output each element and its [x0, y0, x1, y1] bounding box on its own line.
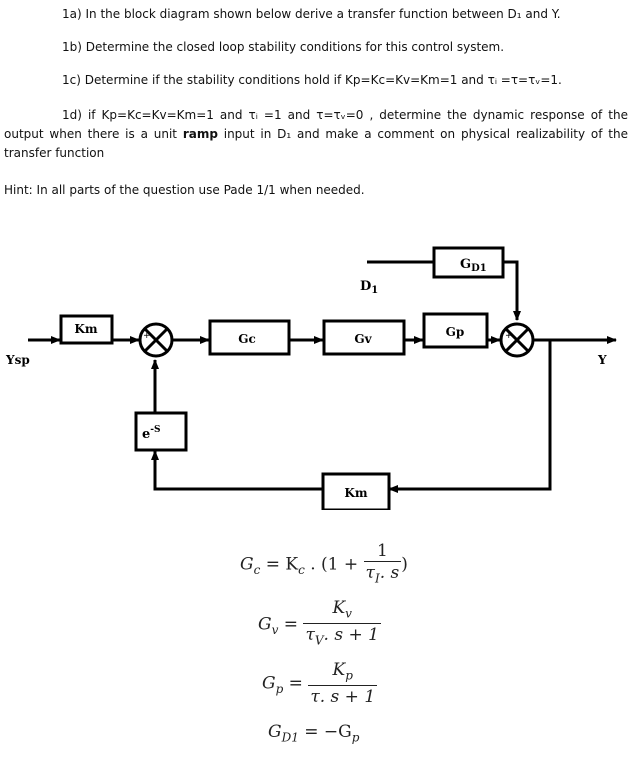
label-km-input: Km	[74, 322, 98, 336]
block-diagram	[0, 230, 633, 510]
arrow-output-to-km-feedback	[389, 340, 550, 489]
equation-gp: $G_p$ = $\frac{K_p}{\tau. s + 1}$	[262, 660, 376, 708]
label-ysp: Ysp	[6, 353, 30, 367]
label-gv: Gv	[354, 332, 372, 346]
sum1-plus-sign: +	[143, 331, 151, 341]
label-delay: $e^{-S}$	[142, 425, 161, 442]
equation-gv: $G_v$ = $\frac{K_v}{\tau_V. s + 1}$	[258, 598, 381, 652]
arrow-km-to-delay	[155, 451, 322, 489]
hint-text: Hint: In all parts of the question use Pade 1/1 when needed.	[4, 183, 365, 197]
question-1a: 1a) In the block diagram shown below derive a transfer function between D₁ and Y.	[62, 7, 561, 21]
equation-gd1: $G_{D1} = -G_p$	[268, 722, 360, 745]
label-d1: $D_1$	[360, 279, 379, 296]
question-1b: 1b) Determine the closed loop stability conditions for this control system.	[62, 40, 505, 54]
label-gd1: $G_{D1}$	[460, 257, 487, 274]
label-gc: Gc	[238, 332, 256, 346]
label-km-feedback: Km	[344, 486, 368, 500]
arrow-gd1-to-sum2	[503, 262, 517, 320]
question-1d: 1d) if Kp=Kc=Kv=Km=1 and τᵢ =1 and τ=τᵥ=0 , determine the dynamic response of the output when there is a unit ramp input in D₁ and make a comment on physical realizability of the transfer function	[4, 108, 628, 160]
question-1c: 1c) Determine if the stability conditions hold if Kp=Kc=Kv=Km=1 and τᵢ =τ=τᵥ=1.	[62, 73, 562, 87]
equation-gc: $G_c = K_c$ . (1 + $\frac{1}{\tau_I. s}$ )	[240, 541, 408, 589]
label-y: Y	[598, 353, 607, 367]
sum2-plus-sign: +	[505, 331, 513, 341]
label-gp: Gp	[445, 325, 465, 339]
